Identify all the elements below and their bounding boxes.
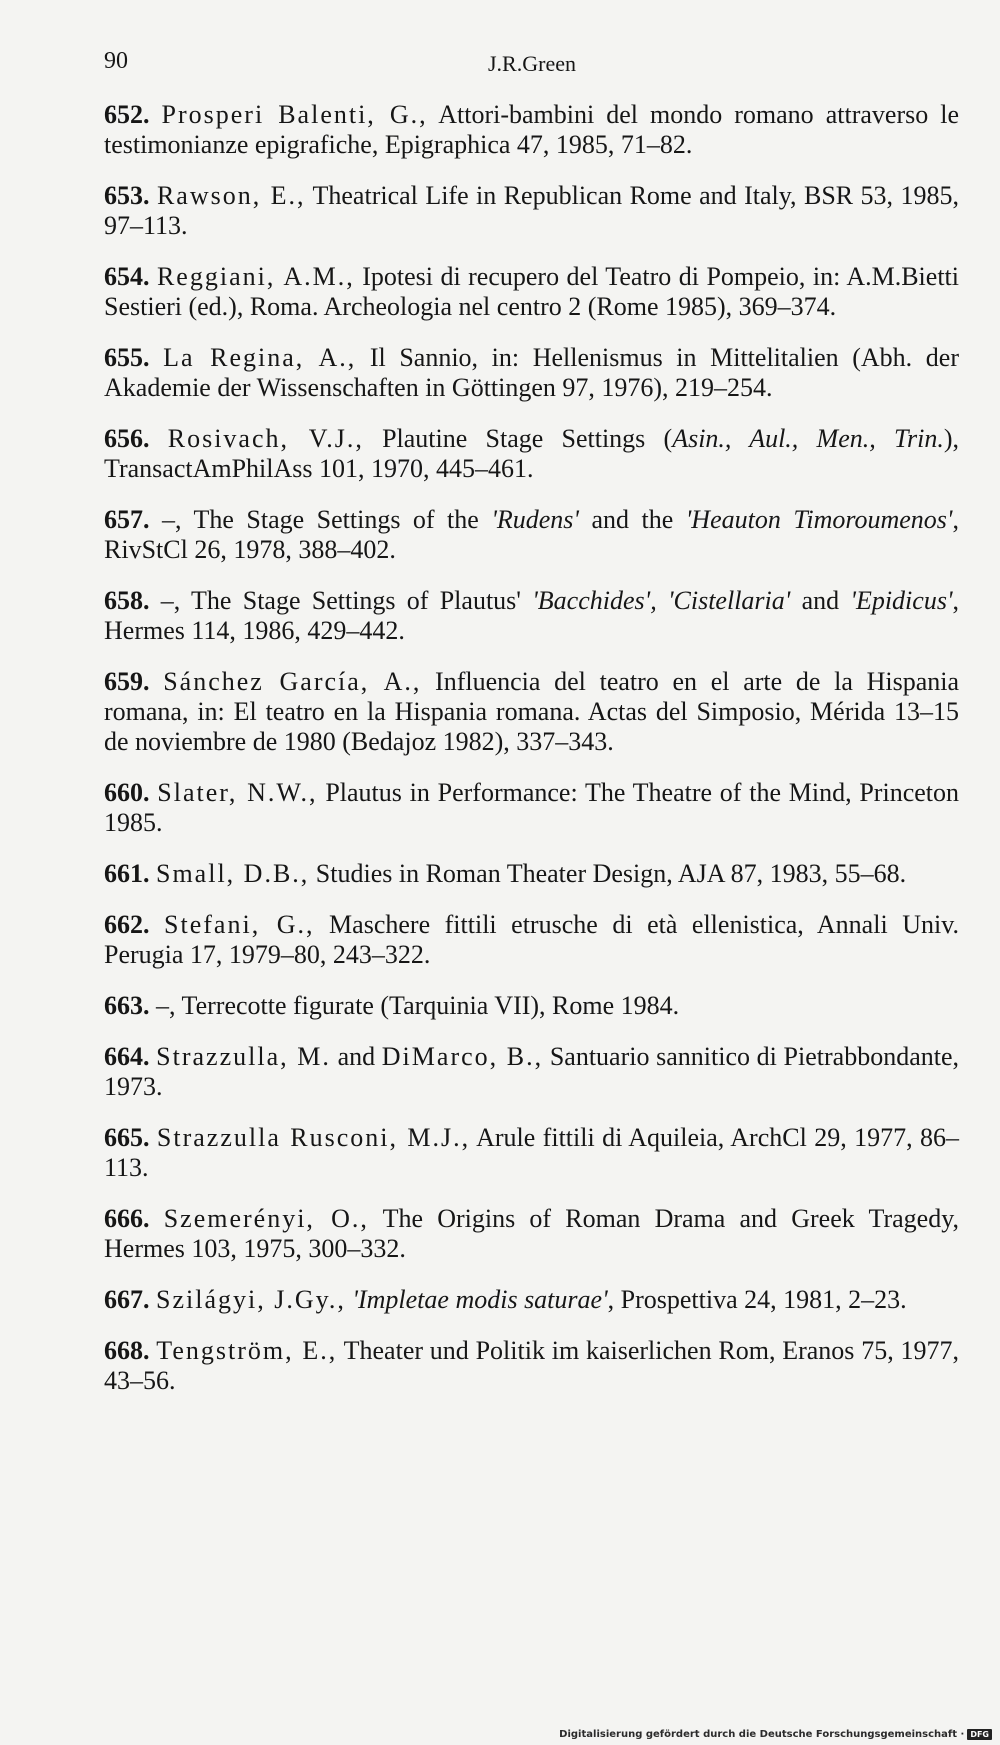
entry-number: 659. bbox=[104, 667, 150, 696]
entry-number: 653. bbox=[104, 181, 150, 210]
bibliography-entry bbox=[104, 910, 959, 970]
bibliography-entry bbox=[104, 1042, 959, 1102]
digitization-credit bbox=[559, 1729, 992, 1740]
entry-author: Prosperi Balenti, G., bbox=[161, 100, 428, 129]
bibliography-entry bbox=[104, 343, 959, 403]
entry-text: and bbox=[330, 1042, 382, 1071]
entry-text: Arule fittili di Aquileia, ArchCl 29, 1977, 86–113. bbox=[104, 1123, 960, 1182]
entry-text: ), TransactAmPhilAss 101, 1970, 445–461. bbox=[104, 424, 960, 483]
entry-author: Rosivach, V.J., bbox=[167, 424, 364, 453]
entry-text: Plautus in Performance: The Theatre of the Mind, Princeton 1985. bbox=[104, 778, 959, 837]
entry-author: La Regina, A., bbox=[163, 343, 357, 372]
entry-author: Strazzulla, M. bbox=[156, 1042, 331, 1071]
running-head-author: J.R.Green bbox=[488, 51, 576, 76]
entry-author: Tengström, E., bbox=[156, 1336, 338, 1365]
entry-text: Theater und Politik im kaiserlichen Rom, Eranos 75, 1977, 43–56. bbox=[104, 1336, 960, 1395]
bibliography-list bbox=[104, 100, 959, 1417]
running-head bbox=[104, 48, 960, 80]
entry-number: 664. bbox=[104, 1042, 150, 1071]
entry-text: –, The Stage Settings of Plautus' bbox=[149, 586, 533, 615]
entry-number: 656. bbox=[104, 424, 150, 453]
entry-text: Studies in Roman Theater Design, AJA 87, 1983, 55–68. bbox=[309, 859, 907, 888]
entry-title-italic: 'Heauton Timoroumenos' bbox=[685, 505, 953, 534]
entry-number: 667. bbox=[104, 1285, 150, 1314]
bibliography-entry bbox=[104, 586, 959, 646]
entry-author: Rawson, E., bbox=[156, 181, 306, 210]
entry-text: –, Terrecotte figurate (Tarquinia VII), Rome 1984. bbox=[149, 991, 680, 1020]
entry-text: –, The Stage Settings of the bbox=[149, 505, 492, 534]
entry-text: The Origins of Roman Drama and Greek Tragedy, Hermes 103, 1975, 300–332. bbox=[104, 1204, 960, 1263]
entry-title-italic: 'Epidicus' bbox=[850, 586, 953, 615]
entry-author: Strazzulla Rusconi, M.J., bbox=[156, 1123, 471, 1152]
entry-text: , Prospettiva 24, 1981, 2–23. bbox=[607, 1285, 907, 1314]
entry-text: Influencia del teatro en el arte de la Hispania romana, in: El teatro en la Hispania romana. Actas del Simposio, Mérida 13–15 de noviembre de 1980 (Bedajoz 1982), 337–343. bbox=[104, 667, 959, 756]
entry-text: Ipotesi di recupero del Teatro di Pompeio, in: A.M.Bietti Sestieri (ed.), Roma. Archeologia nel centro 2 (Rome 1985), 369–374. bbox=[104, 262, 959, 321]
entry-number: 668. bbox=[104, 1336, 150, 1365]
entry-text: DiMarco, B., bbox=[381, 1042, 544, 1071]
entry-text: Theatrical Life in Republican Rome and Italy, BSR 53, 1985, 97–113. bbox=[104, 181, 959, 240]
bibliography-entry bbox=[104, 667, 959, 757]
entry-number: 663. bbox=[104, 991, 150, 1020]
bibliography-entry bbox=[104, 859, 959, 889]
entry-author: Sánchez García, A., bbox=[163, 667, 422, 696]
entry-text: and bbox=[790, 586, 851, 615]
entry-text: and the bbox=[578, 505, 686, 534]
entry-text: , Hermes 114, 1986, 429–442. bbox=[104, 586, 959, 645]
bibliography-entry bbox=[104, 424, 959, 484]
bibliography-entry bbox=[104, 1336, 959, 1396]
entry-author: Szemerényi, O., bbox=[163, 1204, 369, 1233]
entry-number: 654. bbox=[104, 262, 150, 291]
entry-text: Attori-bambini del mondo romano attraverso le testimonianze epigrafiche, Epigraphica 47, 1985, 71–82. bbox=[104, 100, 960, 159]
credit-text: Digitalisierung gefördert durch die Deutsche Forschungsgemeinschaft · bbox=[559, 1729, 965, 1740]
entry-author: Stefani, G., bbox=[164, 910, 315, 939]
bibliography-entry bbox=[104, 1285, 959, 1315]
page-number: 90 bbox=[104, 48, 128, 74]
bibliography-entry bbox=[104, 1123, 959, 1183]
dfg-logo: DFG bbox=[967, 1729, 992, 1740]
entry-number: 652. bbox=[104, 100, 150, 129]
entry-title-italic: 'Bacchides', 'Cistellaria' bbox=[532, 586, 791, 615]
bibliography-entry bbox=[104, 262, 959, 322]
entry-author: Slater, N.W., bbox=[157, 778, 318, 807]
entry-text: , RivStCl 26, 1978, 388–402. bbox=[104, 505, 959, 564]
entry-author: Small, D.B., bbox=[156, 859, 310, 888]
entry-number: 657. bbox=[104, 505, 150, 534]
entry-number: 655. bbox=[104, 343, 150, 372]
entry-text: Santuario sannitico di Pietrabbondante, 1973. bbox=[104, 1042, 960, 1101]
entry-number: 666. bbox=[104, 1204, 150, 1233]
bibliography-entry bbox=[104, 505, 959, 565]
bibliography-entry bbox=[104, 181, 959, 241]
entry-author: Szilágyi, J.Gy., bbox=[156, 1285, 346, 1314]
entry-title-italic: 'Impletae modis saturae' bbox=[352, 1285, 608, 1314]
entry-number: 658. bbox=[104, 586, 150, 615]
bibliography-entry bbox=[104, 778, 959, 838]
entry-text: Maschere fittili etrusche di età ellenistica, Annali Univ. Perugia 17, 1979–80, 243–322. bbox=[104, 910, 960, 969]
entry-number: 661. bbox=[104, 859, 150, 888]
entry-number: 660. bbox=[104, 778, 150, 807]
bibliography-entry bbox=[104, 100, 959, 160]
bibliography-entry bbox=[104, 991, 959, 1021]
entry-text: Il Sannio, in: Hellenismus in Mittelitalien (Abh. der Akademie der Wissenschaften in Göttingen 97, 1976), 219–254. bbox=[104, 343, 959, 402]
entry-number: 662. bbox=[104, 910, 150, 939]
bibliography-entry bbox=[104, 1204, 959, 1264]
entry-title-italic: Asin., Aul., Men., Trin. bbox=[672, 424, 944, 453]
entry-text: Plautine Stage Settings ( bbox=[363, 424, 673, 453]
entry-title-italic: 'Rudens' bbox=[491, 505, 579, 534]
entry-number: 665. bbox=[104, 1123, 150, 1152]
entry-author: Reggiani, A.M., bbox=[156, 262, 355, 291]
